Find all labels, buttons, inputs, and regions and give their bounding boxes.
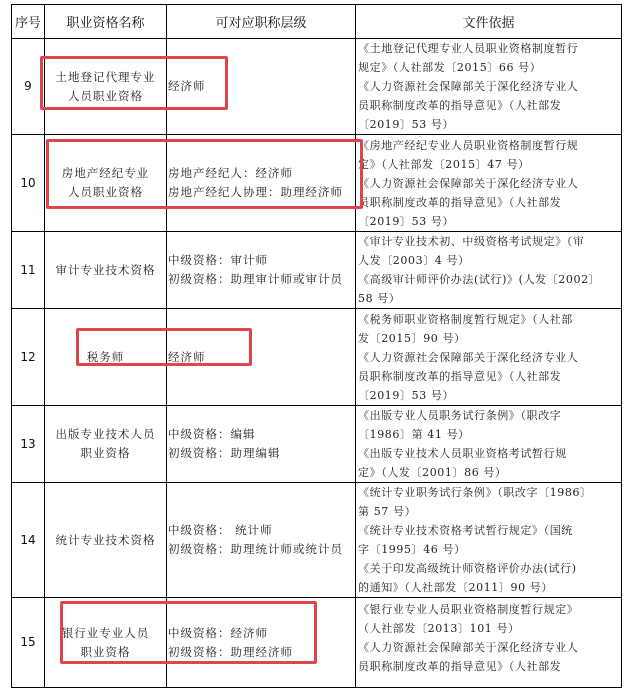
qualification-table [11,4,622,688]
level-line: 中级资格：审计师 [168,253,268,267]
title-level [167,598,356,688]
name-line: 银行业专业人员 [61,625,150,640]
doc-line: 〔2019〕53 号） [358,388,455,402]
doc-line: 〔2019〕53 号） [358,214,455,228]
doc-line: 第 57 号） [358,505,417,518]
qualification-name [45,483,167,598]
table-header-row [12,5,622,39]
header-qualification-name: 职业资格名称 [45,5,167,39]
name-line: 统计专业技术资格 [55,532,156,547]
doc-line: 〔2019〕53 号） [358,118,455,131]
table-row [12,406,622,483]
row-index: 10 [12,135,45,232]
qualification-name [45,39,167,135]
document-basis [356,309,622,406]
title-level [167,309,356,406]
document-basis [356,232,622,309]
table-row [12,309,622,406]
doc-line: 《人力资源社会保障部关于深化经济专业人 [358,80,579,93]
title-level [167,39,356,135]
title-level [167,232,356,309]
level-line: 中级资格：经济师 [168,625,268,640]
row-index: 14 [12,483,45,598]
doc-line: 《出版专业技术人员职业资格考试暂行规 [358,447,567,460]
name-line: 土地登记代理专业 [55,69,156,84]
doc-line: 《银行业专业人员职业资格制度暂行规定》 [358,603,579,616]
title-level [167,406,356,483]
doc-line: 发〔2015〕90 号） [358,331,466,345]
document-basis [356,483,622,598]
doc-line: 《高级审计师评价办法(试行)》(人发〔2002〕 [358,273,601,286]
name-line: 房地产经纪专业 [61,166,150,180]
name-line: 税务师 [86,349,125,364]
title-level [167,483,356,598]
level-line: 初级资格：助理统计师或统计员 [168,542,343,556]
doc-line: 人发〔2003〕4 号） [358,254,470,267]
doc-line: 《出版专业人员职务试行条例》（职改字 [358,409,562,422]
level-line: 初级资格：助理编辑 [168,446,281,460]
row-index: 13 [12,406,45,483]
doc-line: 《统计专业职务试行条例》（职改字〔1986〕 [358,486,592,499]
doc-line: 《统计专业技术资格考试暂行规定》（国统 [358,524,573,537]
table-row [12,135,622,232]
level-line: 经济师 [168,79,206,93]
doc-line: 《房地产经纪专业人员职业资格制度暂行规 [358,138,579,152]
level-line: 中级资格： 统计师 [168,523,273,537]
doc-line: 《人力资源社会保障部关于深化经济专业人 [358,641,579,654]
qualification-name [45,406,167,483]
document-basis [356,598,622,688]
level-line: 经济师 [168,349,206,364]
row-index: 12 [12,309,45,406]
doc-line: 《税务师职业资格制度暂行规定》（人社部 [358,312,573,326]
doc-line: 的通知》（人社部发〔2011〕90 号） [358,581,553,594]
name-line: 人员职业资格 [68,185,143,199]
doc-line: 〔1986〕第 41 号） [358,428,470,441]
row-index: 15 [12,598,45,688]
name-line: 审计专业技术资格 [55,262,156,277]
table-row [12,39,622,135]
level-line: 房地产经纪人：经济师 [168,166,293,180]
level-line: 初级资格：助理审计师或审计员 [168,272,343,286]
row-index: 11 [12,232,45,309]
row-index: 9 [12,39,45,135]
doc-line: 员职称制度改革的指导意见》（人社部发 [358,369,562,383]
doc-line: 《关于印发高级统计师资格评价办法(试行) [358,562,577,575]
name-line: 职业资格 [80,644,131,659]
doc-line: 《人力资源社会保障部关于深化经济专业人 [358,350,579,364]
name-line: 出版专业技术人员 [55,427,156,441]
doc-line: 《土地登记代理专业人员职业资格制度暂行 [358,42,579,55]
doc-line: 字〔1995〕46 号） [358,543,466,556]
doc-line: 定》（人社部发〔2015〕47 号） [358,157,530,171]
doc-line: 《人力资源社会保障部关于深化经济专业人 [358,176,579,190]
table-row [12,598,622,688]
header-title-level: 可对应职称层级 [167,5,356,39]
doc-line: 58 号） [358,292,401,305]
qualification-name [45,135,167,232]
doc-line: 员职称制度改革的指导意见》（人社部发 [358,195,562,209]
doc-line: 规定》（人社部发〔2015〕66 号） [358,61,542,74]
header-index: 序号 [12,5,45,39]
doc-line: 《审计专业技术初、中级资格考试规定》（审 [358,235,585,248]
title-level [167,135,356,232]
name-line: 人员职业资格 [68,88,143,103]
qualification-name [45,598,167,688]
doc-line: 员职称制度改革的指导意见》（人社部发 [358,660,562,673]
name-line: 职业资格 [80,446,131,460]
level-line: 初级资格：助理经济师 [168,644,293,659]
table-row [12,232,622,309]
level-line: 中级资格：编辑 [168,427,256,441]
doc-line: 员职称制度改革的指导意见》（人社部发 [358,99,562,112]
document-basis [356,39,622,135]
doc-line: 定》（人发〔2001〕86 号） [358,466,507,479]
qualification-name [45,232,167,309]
doc-line: （人社部发〔2013〕101 号） [358,622,520,635]
qualification-name [45,309,167,406]
header-document-basis: 文件依据 [356,5,622,39]
document-basis [356,135,622,232]
document-basis [356,406,622,483]
table-row [12,483,622,598]
level-line: 房地产经纪人协理：助理经济师 [168,185,343,199]
